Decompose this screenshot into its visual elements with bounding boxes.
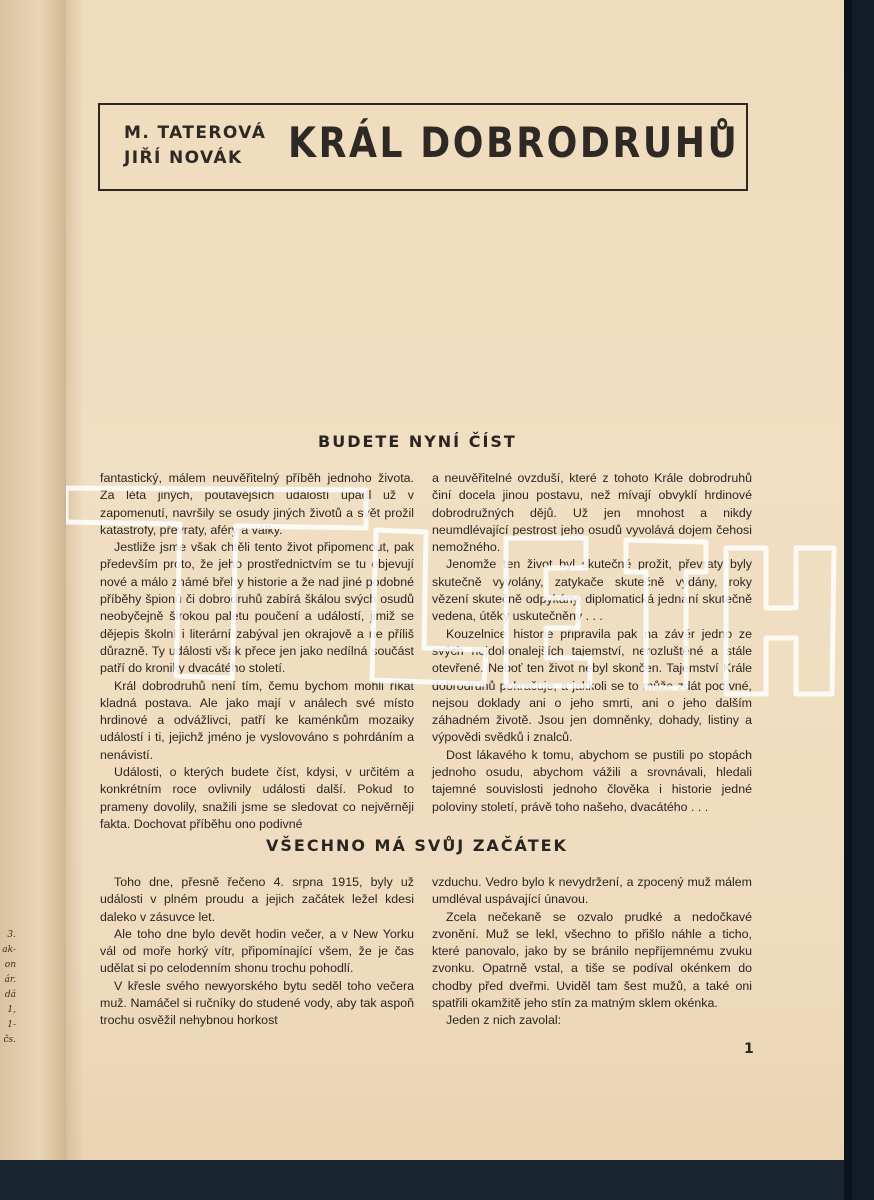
margin-fragment: on — [4, 960, 16, 970]
title-frame — [98, 103, 748, 191]
author-name: M. TATEROVÁ — [124, 123, 267, 143]
outlined-watermark — [66, 468, 844, 698]
paragraph: Jeden z nich zavolal: — [446, 1013, 562, 1028]
margin-fragment: dá — [4, 990, 16, 1000]
section2-right-column — [432, 874, 752, 1030]
margin-fragment: 1- — [7, 1020, 16, 1030]
author-name: JIŘÍ NOVÁK — [124, 148, 243, 168]
page-number: 1 — [744, 1041, 754, 1057]
authors — [124, 121, 266, 171]
paragraph: a neuvěřitelné ovzduší, které z tohoto Krále dobrodruhů činí docela jinou postavu, než mívají obvyklí hrdinové dobrodružných dějů. Už jen mnohost a nikdy neumdlévající pestrost jeho osudů vyvolává dojem čehosi nemožného. — [432, 471, 752, 555]
paragraph: Kouzelnice historie připravila pak na závěr jedno ze svých nejdokonalejších tajemství, nerozluštěné a stále otevřené. Neboť ten život nebyl skončen. Tajemství Krále dobrodruhů pokračuje, a jakkoli se to může zdát podivné, nejsou doklady ani o jeho smrti, ani o jeho dalším záhadném životě. Jsou jen domněnky, dohady, listiny a výpovědi svědků i znalců. — [432, 626, 752, 745]
paragraph: Ale toho dne bylo devět hodin večer, a v New Yorku vál od moře horký vítr, připomínající všem, že je čas udělat si po celodenním shonu trochu pohodlí. — [100, 926, 414, 976]
paragraph: Události, o kterých budete číst, kdysi, v určitém a konkrétním roce ovlivnily události další. Pokud to prameny dovolily, snažili jsme se sledovat co nejvěrněji fakta. Dochovat příběhu ono podivné — [100, 765, 414, 831]
paragraph: Toho dne, přesně řečeno 4. srpna 1915, byly už události v plném proudu a jejich začátek ležel kdesi daleko v zásuvce let. — [100, 875, 414, 924]
paragraph: Zcela nečekaně se ozvalo prudké a nedočkavé zvonění. Muž se lekl, všechno to přišlo náhle a ticho, které panovalo, jako by se bránilo nepříjemnému zvuku zvonku. Opatrně vstal, a tiše se podíval okénkem do chodby před dveřmi. Uviděl tam šest mužů, a také oni spatřili okamžitě jeho stín za matným sklem okénka. — [432, 909, 752, 1011]
section-heading: VŠECHNO MÁ SVŮJ ZAČÁTEK — [266, 836, 568, 855]
margin-fragment: 1, — [7, 1005, 16, 1015]
margin-fragment: ár. — [4, 975, 16, 985]
paragraph: vzduchu. Vedro bylo k nevydržení, a zpocený muž málem umdléval uspávající únavou. — [432, 875, 752, 907]
paragraph: Král dobrodruhů není tím, čemu bychom mohli říkat kladná postava. Ale jako mají v análech své místo hrdinové a odvážlivci, patří ke kaménkům mozaiky událostí i ti, jejichž jméno je vyslovováno s pohrdáním a nenávistí. — [100, 678, 414, 762]
book-title: KRÁL DOBRODRUHŮ — [288, 118, 740, 167]
paragraph: fantastický, málem neuvěřitelný příběh jednoho života. Za léta jiných, poutavějších událostí upadl už v zapomenutí, navršily se osudy jiných životů a svět prožil katastrofy, převraty, aféry a války. — [100, 471, 414, 537]
paragraph: Jenomže ten život byl skutečně prožit, převraty byly skutečně vyvolány, zatykače skutečně vydány, roky vězení skutečně odpykány, diplomatická jednání skutečně vedena, útěky uskutečněny . . . — [432, 557, 752, 624]
facing-page-text-fragments — [0, 928, 16, 1048]
scan-background-right — [844, 0, 874, 1200]
margin-fragment: ak- — [2, 945, 16, 955]
section-heading: BUDETE NYNÍ ČÍST — [318, 432, 517, 451]
scan-background-bottom — [0, 1160, 844, 1200]
paragraph: Jestliže jsme však chtěli tento život připomenout, pak především proto, že jeho prostřednictvím se tu objevují nové a málo známé břehy historie a že nad jiné podobné příběhy špionů či dobrodruhů zabírá škálou svých osudů neobyčejně širokou paletu poučení a událostí, jimiž se dějepis školní i literární zabýval jen okrajově a ne příliš důrazně. Ty události však přece jen jako nedílná součást patří do kroniky dvacátého století. — [100, 540, 414, 676]
paragraph: Dost lákavého k tomu, abychom se pustili po stopách jednoho osudu, abychom vážili a srovnávali, hledali tajemné souvislosti jednoho člověka i historie jedné poloviny století, právě toho našeho, dvacátého . . . — [432, 747, 752, 814]
margin-fragment: čs. — [3, 1035, 16, 1045]
paragraph: V křesle svého newyorského bytu seděl toho večera muž. Namáčel si ručníky do studené vody, aby tak aspoň trochu osvěžil nehybnou horkost — [100, 978, 414, 1028]
section2-left-column — [100, 874, 414, 1030]
margin-fragment: 3. — [7, 930, 16, 940]
